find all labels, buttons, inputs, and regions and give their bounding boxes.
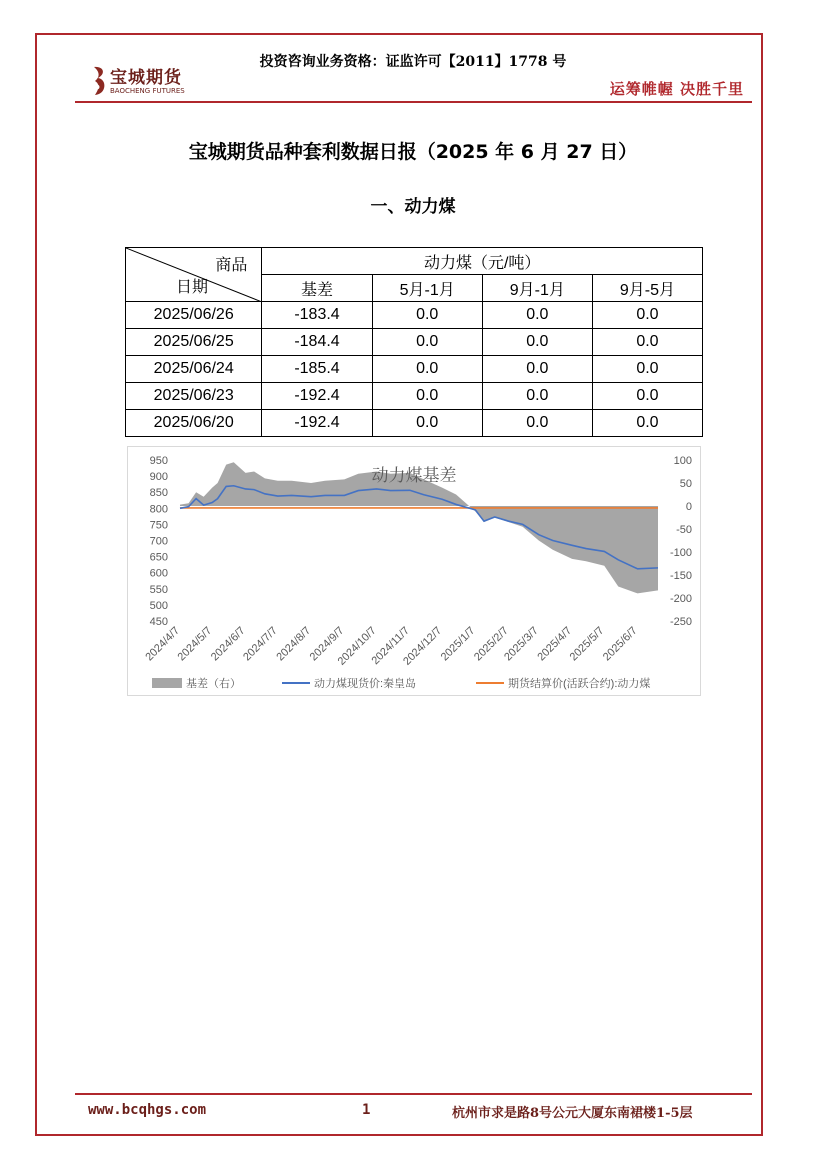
y-left-tick-label: 950 [149,455,168,467]
slogan: 运筹帷幄 决胜千里 [609,80,744,98]
table-group-header: 动力煤（元/吨） [262,248,703,275]
y-right-tick-label: -100 [669,547,692,559]
cell-spread: 0.0 [372,410,482,437]
cell-spread: 0.0 [592,410,702,437]
license-text: 投资咨询业务资格：证监许可【2011】1778 号 [259,54,567,70]
basis-chart-svg [128,447,700,695]
y-left-tick-label: 850 [149,487,168,500]
cell-spread: 0.0 [372,383,482,410]
y-right-tick-label: -250 [669,616,692,628]
x-tick-label: 2024/8/7 [274,624,314,664]
y-right-tick-label: -200 [669,593,692,605]
logo-mark-icon [90,64,108,98]
y-left-tick-label: 900 [149,471,168,484]
row-date: 2025/06/23 [126,383,262,410]
y-left-tick-label: 700 [149,535,168,548]
table-row [126,356,703,383]
legend-label-spot: 动力煤现货价:秦皇岛 [314,678,417,690]
y-left-tick-label: 800 [149,503,168,516]
corner-date-label: 日期 [176,279,209,296]
x-tick-label: 2024/4/7 [143,624,183,664]
row-date: 2025/06/20 [126,410,262,437]
x-tick-label: 2024/5/7 [175,624,215,664]
x-tick-label: 2025/2/7 [472,624,511,664]
report-title: 宝城期货品种套利数据日报（2025 年 6 月 27 日） [188,141,638,163]
corner-commodity-label: 商品 [215,257,248,274]
legend-swatch-basis [152,678,182,688]
footer-divider [75,1093,752,1095]
y-left-tick-label: 650 [149,551,168,564]
x-tick-label: 2024/10/7 [335,624,379,668]
logo-english-name: BAOCHENG FUTURES [110,87,185,95]
cell-spread: 0.0 [482,302,592,329]
row-date: 2025/06/26 [126,302,262,329]
x-tick-label: 2024/11/7 [369,624,412,668]
cell-spread: 0.0 [592,329,702,356]
y-left-tick-label: 750 [149,519,168,532]
cell-basis: -192.4 [262,383,372,410]
cell-basis: -183.4 [262,302,372,329]
cell-spread: 0.0 [372,329,482,356]
y-left-tick-label: 450 [149,616,168,628]
header-divider [75,101,752,103]
y-left-tick-label: 600 [149,567,168,580]
spread-table [125,247,703,437]
column-header: 基差 [262,275,372,302]
x-tick-label: 2025/1/7 [438,624,478,664]
y-left-tick-label: 500 [149,599,168,612]
y-right-tick-label: 100 [673,455,692,467]
section-heading: 一、动力煤 [370,197,456,217]
cell-basis: -192.4 [262,410,372,437]
column-header: 9月-5月 [592,275,702,302]
cell-spread: 0.0 [592,383,702,410]
table-row [126,410,703,437]
x-tick-label: 2024/9/7 [307,624,347,664]
logo-chinese-name: 宝城期货 [110,68,182,88]
column-header: 9月-1月 [482,275,592,302]
y-right-tick-label: -150 [669,570,692,582]
x-tick-label: 2024/6/7 [208,624,248,664]
footer-page-number: 1 [362,1102,371,1118]
x-tick-label: 2025/3/7 [502,624,541,664]
table-row [126,383,703,410]
x-tick-label: 2025/5/7 [567,624,607,664]
cell-spread: 0.0 [372,302,482,329]
legend-label-basis: 基差（右） [186,678,241,690]
column-header: 5月-1月 [372,275,482,302]
cell-spread: 0.0 [482,329,592,356]
y-right-tick-label: -50 [676,524,692,536]
legend-label-futures: 期货结算价(活跃合约):动力煤 [508,678,651,690]
footer-address: 杭州市求是路8号公元大厦东南裙楼1-5层 [452,1106,693,1121]
cell-spread: 0.0 [372,356,482,383]
y-left-tick-label: 550 [149,583,168,596]
chart-title: 动力煤基差 [371,466,457,485]
x-tick-label: 2025/6/7 [600,624,640,664]
basis-chart [127,446,701,696]
table-row [126,302,703,329]
cell-basis: -185.4 [262,356,372,383]
table-corner-cell [126,248,262,302]
table-row [126,329,703,356]
company-logo [90,63,200,99]
cell-spread: 0.0 [482,383,592,410]
y-right-tick-label: 0 [685,501,692,513]
x-tick-label: 2024/7/7 [241,624,280,664]
cell-basis: -184.4 [262,329,372,356]
cell-spread: 0.0 [592,356,702,383]
footer-website: www.bcqhgs.com [88,1102,207,1118]
cell-spread: 0.0 [592,302,702,329]
cell-spread: 0.0 [482,410,592,437]
row-date: 2025/06/24 [126,356,262,383]
y-right-tick-label: 50 [679,478,692,490]
x-tick-label: 2024/12/7 [401,624,445,668]
row-date: 2025/06/25 [126,329,262,356]
x-tick-label: 2025/4/7 [535,624,575,664]
cell-spread: 0.0 [482,356,592,383]
